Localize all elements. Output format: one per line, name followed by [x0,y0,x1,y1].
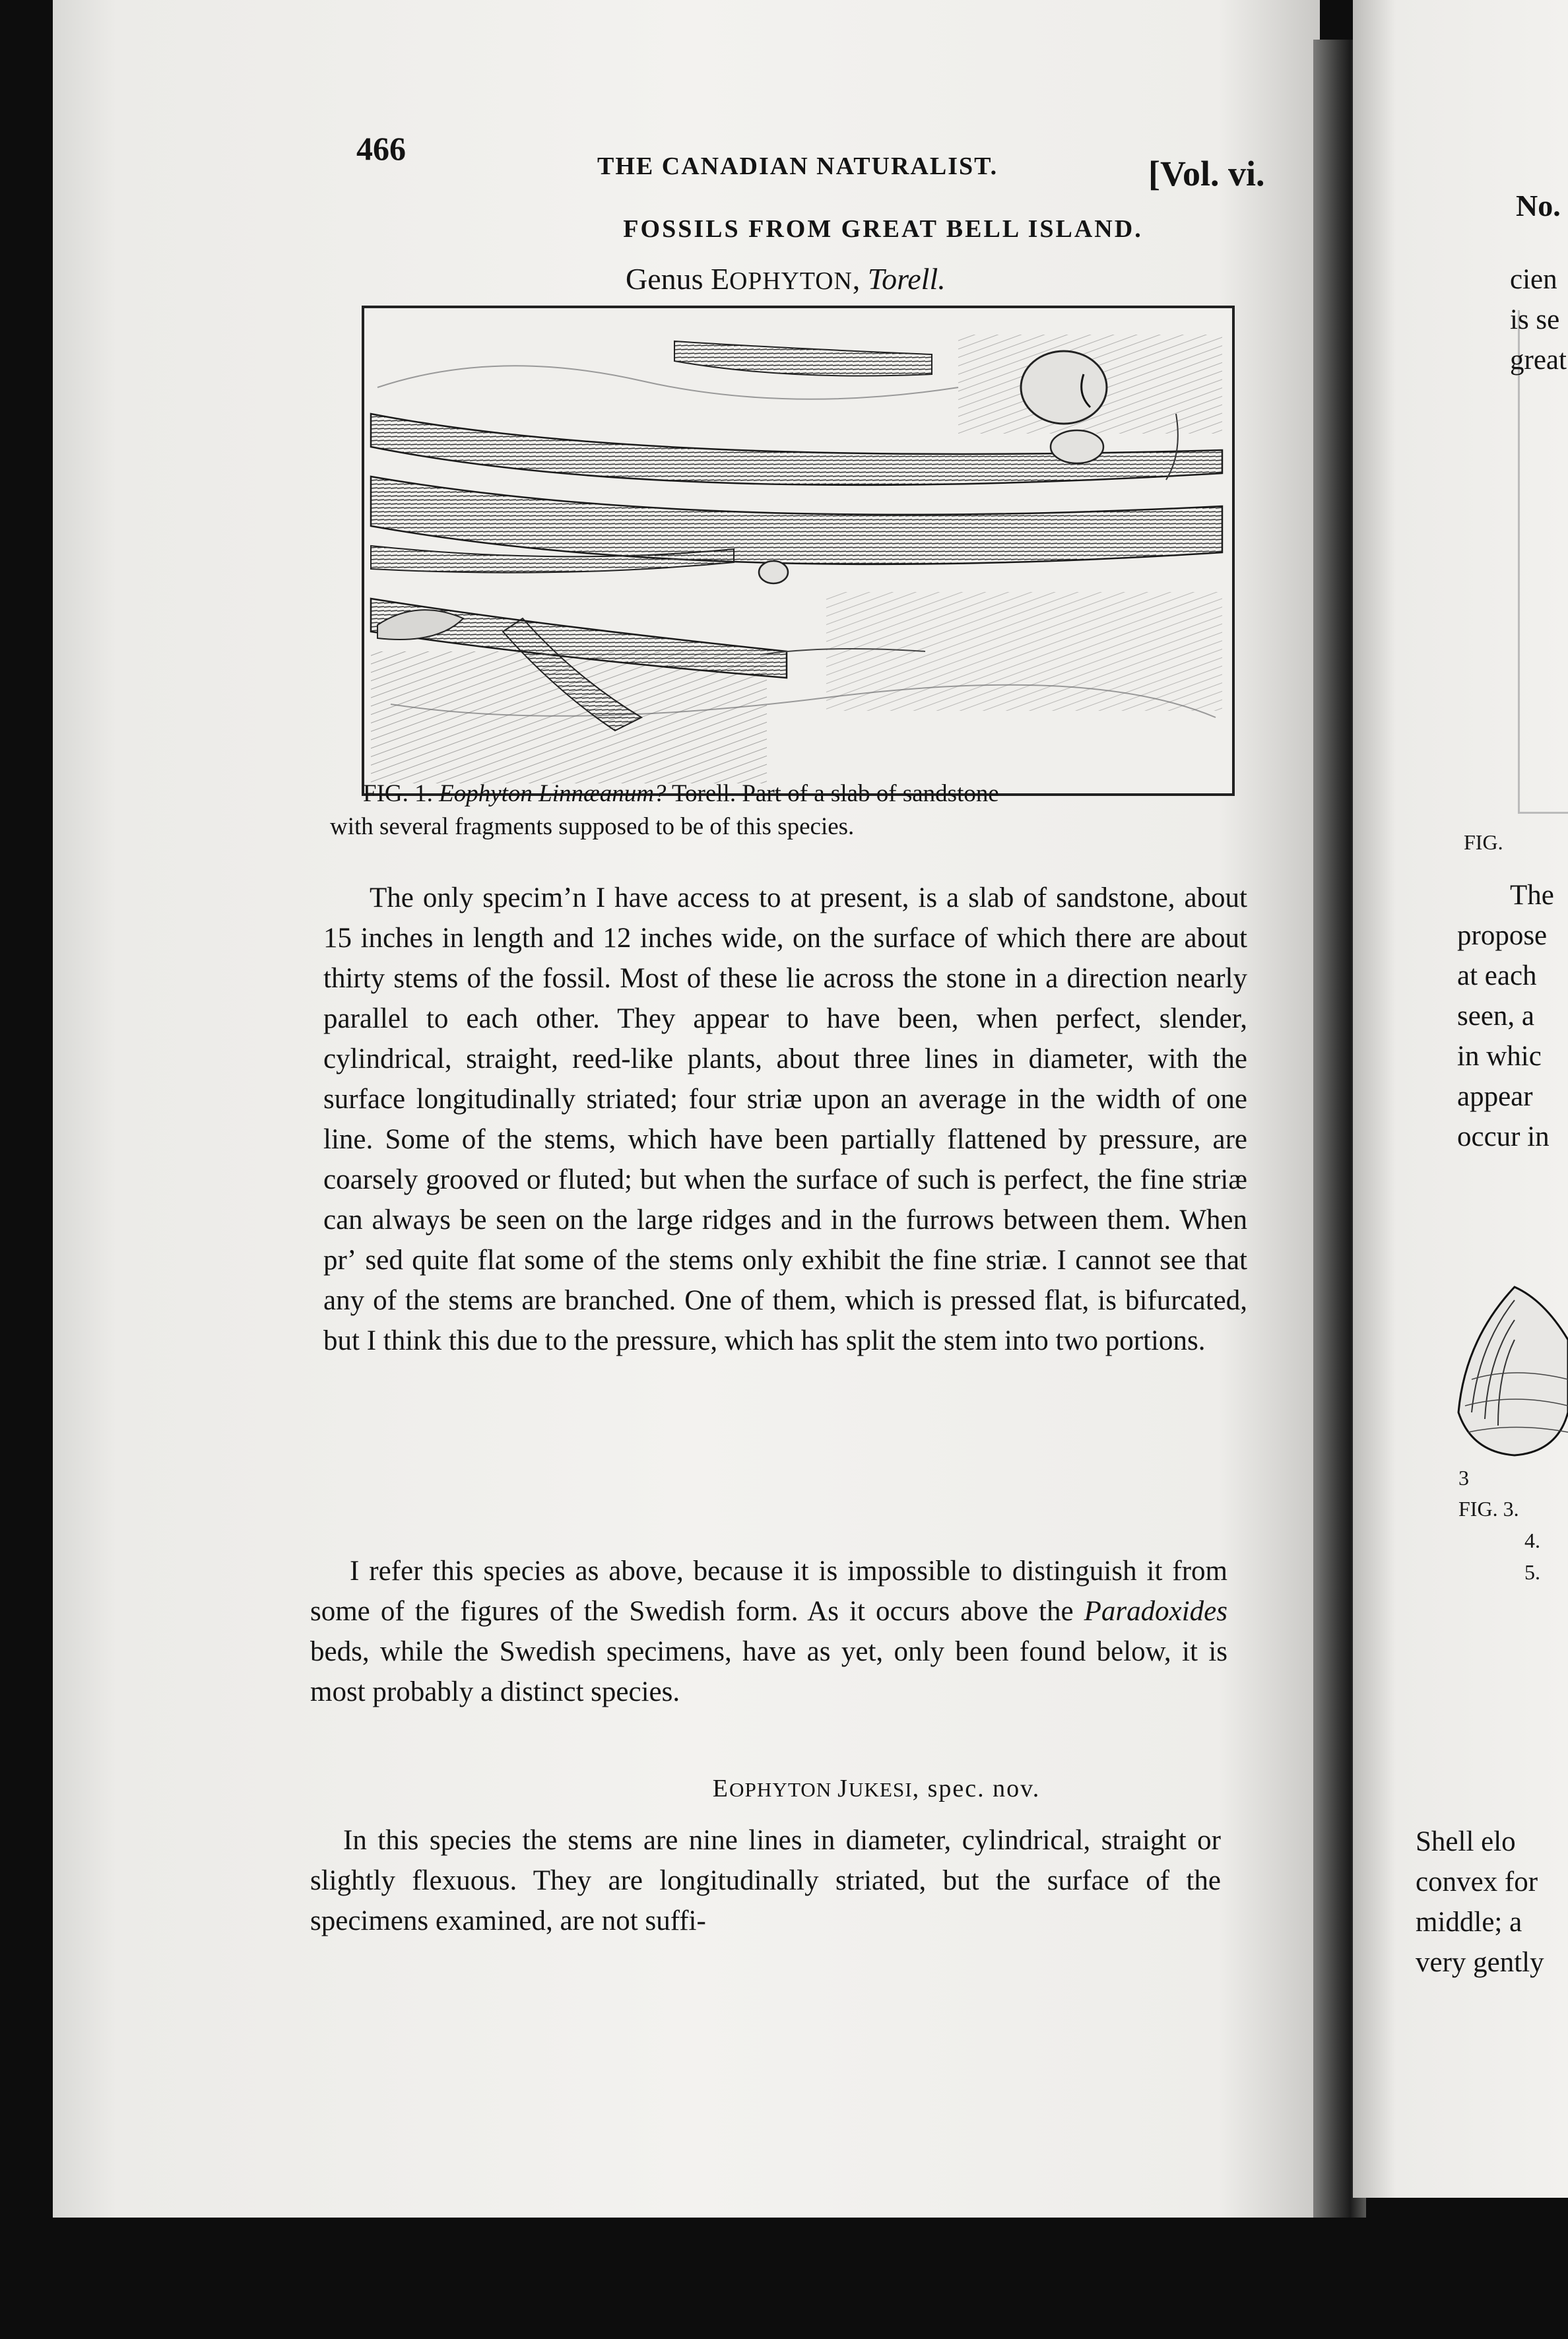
species-initial-1: E [712,1775,729,1802]
right-line: propose [1457,920,1548,951]
right-caption: 5. [1524,1560,1540,1584]
right-line: appear [1457,1081,1533,1112]
figure-label: FIG. 1. [363,780,440,807]
right-captions [1458,1493,1540,1588]
species-genus: OPHYTON [729,1778,838,1801]
paradoxides-genus: Paradoxides [1084,1596,1227,1627]
figure-caption-text: Torell. Part of a slab of sandstone [666,780,999,807]
engraving-drawing [364,308,1232,793]
right-page-header: No. [1516,189,1561,222]
paragraph-specimen-description: The only specimʼn I have access to at present, is a slab of sandstone, about 15 inches in length and 12 inches wide, on the surface of which there are about thirty stems of the fossil. Most of these lie across the stone in a direction nearly parallel to each other. They appear to have been, when perfect, slender, cylindrical, straight, reed-like plants, about three lines in diameter, with the surface longitudinally striated; four striæ upon an average in the width of one line. Some of the stems, which have been partially flattened by pressure, are coarsely grooved or fluted; but when the surface of such is perfect, the fine striæ can always be seen on the large ridges and in the furrows between them. When prʼ sed quite flat some of the stems only exhibit the fine striæ. I cannot see that any of the stems are branched. One of them, which is pressed flat, is bifurcated, but I think this due to the pressure, which has split the stem into two portions. [323,882,1247,1356]
figure-caption [330,777,1251,843]
species-suffix: , spec. nov. [912,1775,1041,1802]
shell-number: 3 [1458,1466,1469,1490]
species-heading [0,1774,1568,1803]
right-line: at each [1457,960,1537,991]
genus-separator: , [852,262,868,296]
right-line: The [1510,880,1554,911]
shell-illustration [1452,1280,1568,1492]
right-line: cien [1510,264,1557,295]
figure-caption-line-1 [330,777,1251,810]
paragraph-species-reference [310,1551,1227,1712]
right-bottom-text [1416,1822,1544,1983]
right-line: Shell elo [1416,1826,1516,1857]
figure-caption-line-2: with several fragments supposed to be of this species. [330,813,855,840]
page-number: 466 [356,130,406,167]
right-middle-text [1457,875,1554,1157]
fossil-slab-engraving [362,306,1235,796]
paragraph-eophyton-jukesi: In this species the stems are nine lines in diameter, cylindrical, straight or slightly flexuous. They are longitudinally striated, but the surface of the specimens examined, are not suffi- [310,1825,1221,1936]
figure-species: Eophyton Linnæanum? [439,780,667,807]
article-title: FOSSILS FROM GREAT BELL ISLAND. [623,215,1143,243]
right-line: very gently [1416,1947,1544,1978]
volume-label: [Vol. vi. [1148,154,1265,193]
right-line: great [1510,345,1567,376]
paragraph-2-end: beds, while the Swedish specimens, have as yet, only been found below, it is most probably a distinct species. [310,1636,1227,1707]
species-initial-2: J [837,1775,849,1802]
right-line: is se [1510,304,1560,335]
right-caption: 4. [1524,1529,1540,1552]
right-caption: FIG. 3. [1458,1497,1519,1521]
right-line: middle; a [1416,1907,1522,1938]
right-line: occur in [1457,1121,1550,1152]
right-line: seen, a [1457,1001,1534,1032]
shell-drawing [1452,1280,1568,1492]
genus-name: OPHYTON [729,267,853,295]
species-epithet: UKESI [848,1778,913,1801]
right-line: convex for [1416,1866,1538,1897]
running-title: THE CANADIAN NATURALIST. [597,152,998,180]
right-top-text [1510,259,1567,380]
right-figure-frame [1518,310,1568,814]
genus-author: Torell. [867,262,946,296]
right-figure-label: FIG. [1464,830,1503,854]
right-line: in whic [1457,1041,1542,1072]
genus-initial: E [711,262,730,296]
genus-prefix: Genus [626,262,711,296]
paragraph-2-start: I refer this species as above, because it is impossible to distinguish it from some of the figures of the Swedish form. As it occurs above the [310,1556,1227,1627]
genus-heading [626,261,946,296]
